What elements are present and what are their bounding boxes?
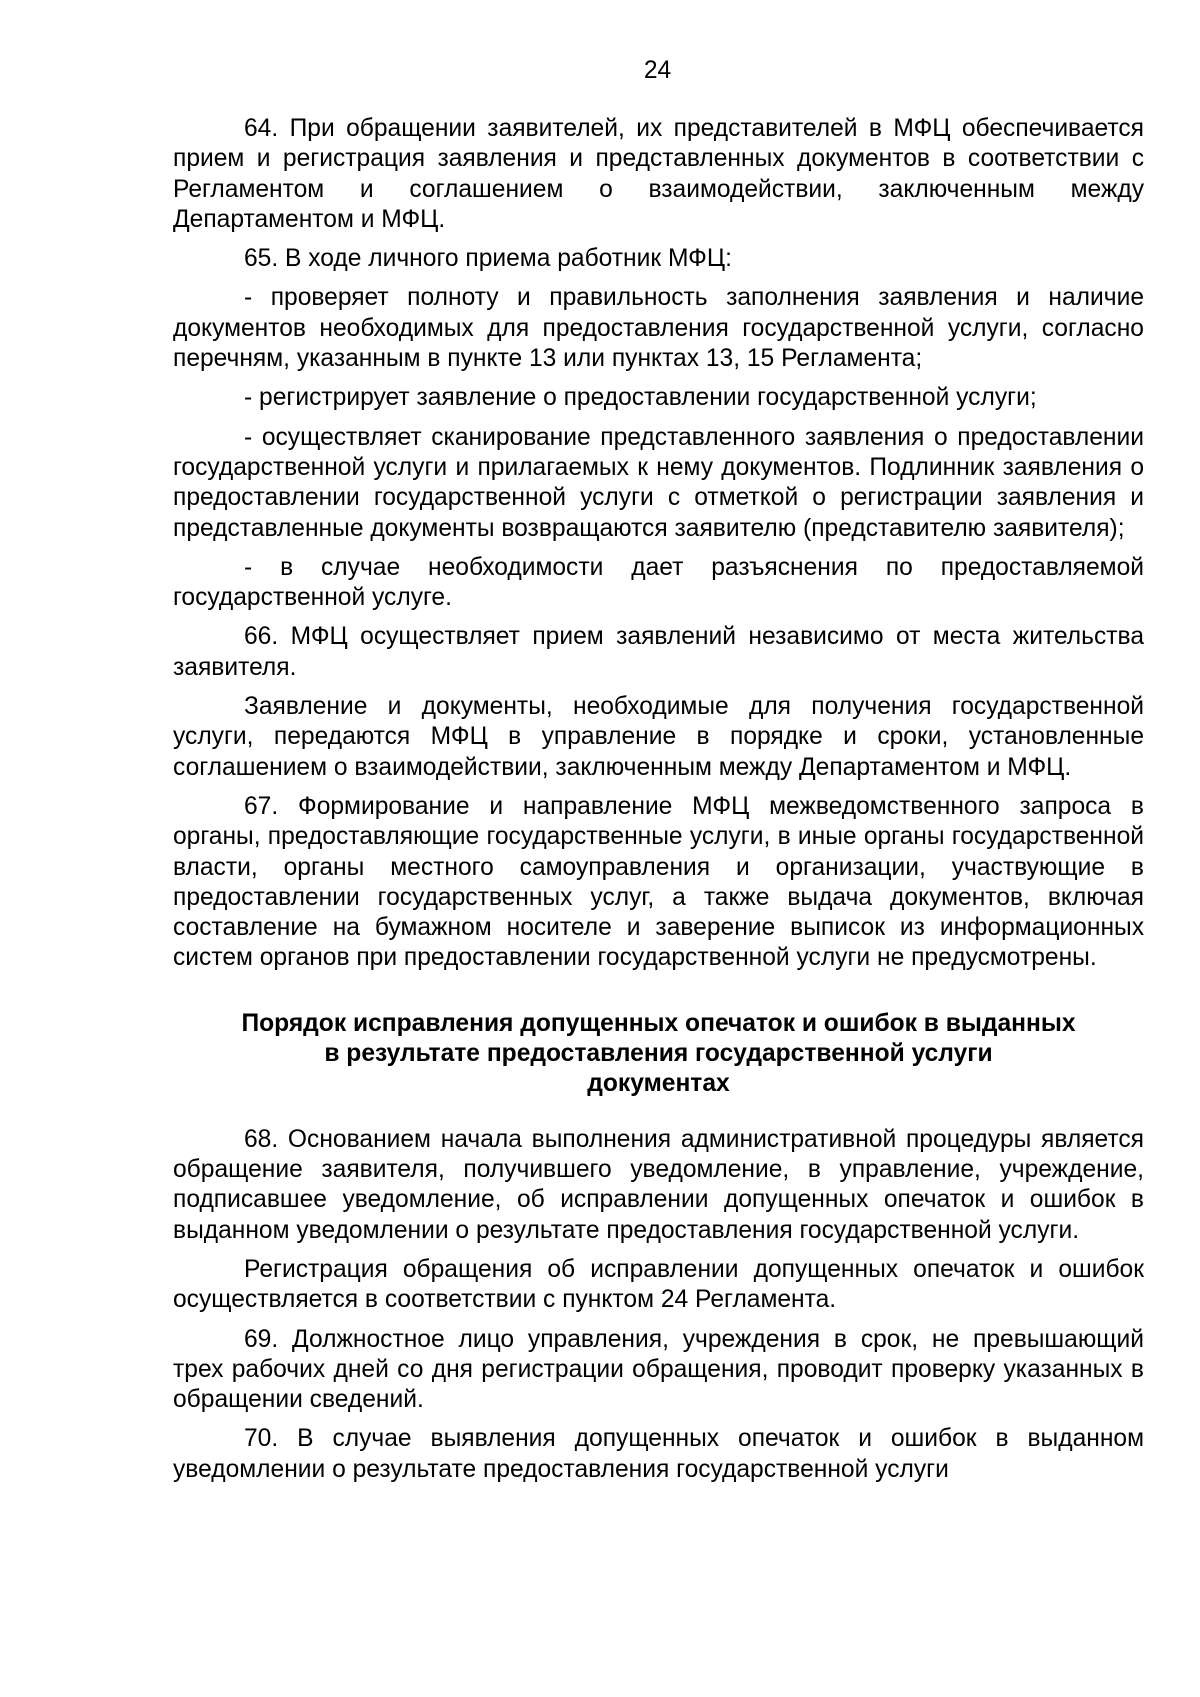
paragraph-70: 70. В случае выявления допущенных опечаток и ошибок в выданном уведомлении о результате предоставления государственной услуги bbox=[173, 1425, 1144, 1483]
paragraph-65: 65. В ходе личного приема работник МФЦ: bbox=[244, 245, 732, 273]
paragraph-66-continued: Заявление и документы, необходимые для получения государственной услуги, передаются МФЦ в управление в порядке и сроки, установленные соглашением о взаимодействии, заключенным между Департаментом и МФЦ. bbox=[173, 693, 1144, 781]
list-item-scan-application: - осуществляет сканирование представленного заявления о предоставлении государственной услуги и прилагаемых к нему документов. Подлинник заявления о предоставлении государственной услуги с отметкой о регистрации заявления и представленные документы возвращаются заявителю (представителю заявителя); bbox=[173, 423, 1144, 542]
list-item-check-completeness: - проверяет полноту и правильность заполнения заявления и наличие документов необходимых для предоставления государственной услуги, согласно перечням, указанным в пункте 13 или пунктах 13, 15 Регламента; bbox=[173, 284, 1144, 373]
list-item-register-application: - регистрирует заявление о предоставлении государственной услуги; bbox=[244, 384, 1037, 412]
section-heading-line-2: в результате предоставления государственной услуги bbox=[324, 1039, 993, 1067]
section-heading bbox=[173, 1009, 1144, 1099]
section-heading-line-1: Порядок исправления допущенных опечаток и ошибок в выданных bbox=[241, 1009, 1076, 1037]
document-body bbox=[173, 114, 1144, 1494]
paragraph-69: 69. Должностное лицо управления, учреждения в срок, не превышающий трех рабочих дней со дня регистрации обращения, проводит проверку указанных в обращении сведений. bbox=[173, 1325, 1144, 1414]
section-heading-line-3: документах bbox=[587, 1069, 730, 1097]
page-number: 24 bbox=[643, 57, 672, 84]
paragraph-64: 64. При обращении заявителей, их представителей в МФЦ обеспечивается прием и регистрация заявления и представленных документов в соответствии с Регламентом и соглашением о взаимодействии, заключенным между Департаментом и МФЦ. bbox=[173, 115, 1144, 233]
paragraph-68: 68. Основанием начала выполнения административной процедуры является обращение заявителя, получившего уведомление, в управление, учреждение, подписавшее уведомление, об исправлении допущенных опечаток и ошибок в выданном уведомлении о результате предоставления государственной услуги. bbox=[173, 1125, 1144, 1244]
paragraph-68-continued: Регистрация обращения об исправлении допущенных опечаток и ошибок осуществляется в соответствии с пунктом 24 Регламента. bbox=[173, 1255, 1144, 1314]
paragraph-66: 66. МФЦ осуществляет прием заявлений независимо от места жительства заявителя. bbox=[173, 623, 1144, 681]
paragraph-67: 67. Формирование и направление МФЦ межведомственного запроса в органы, предоставляющие государственные услуги, в иные органы государственной власти, органы местного самоуправления и организации, участвующие в предоставлении государственных услуг, а также выдача документов, включая составление на бумажном носителе и заверение выписок из информационных систем органов при предоставлении государственной услуги не предусмотрены. bbox=[173, 792, 1144, 972]
list-item-explanations: - в случае необходимости дает разъяснения по предоставляемой государственной услуге. bbox=[173, 553, 1144, 612]
